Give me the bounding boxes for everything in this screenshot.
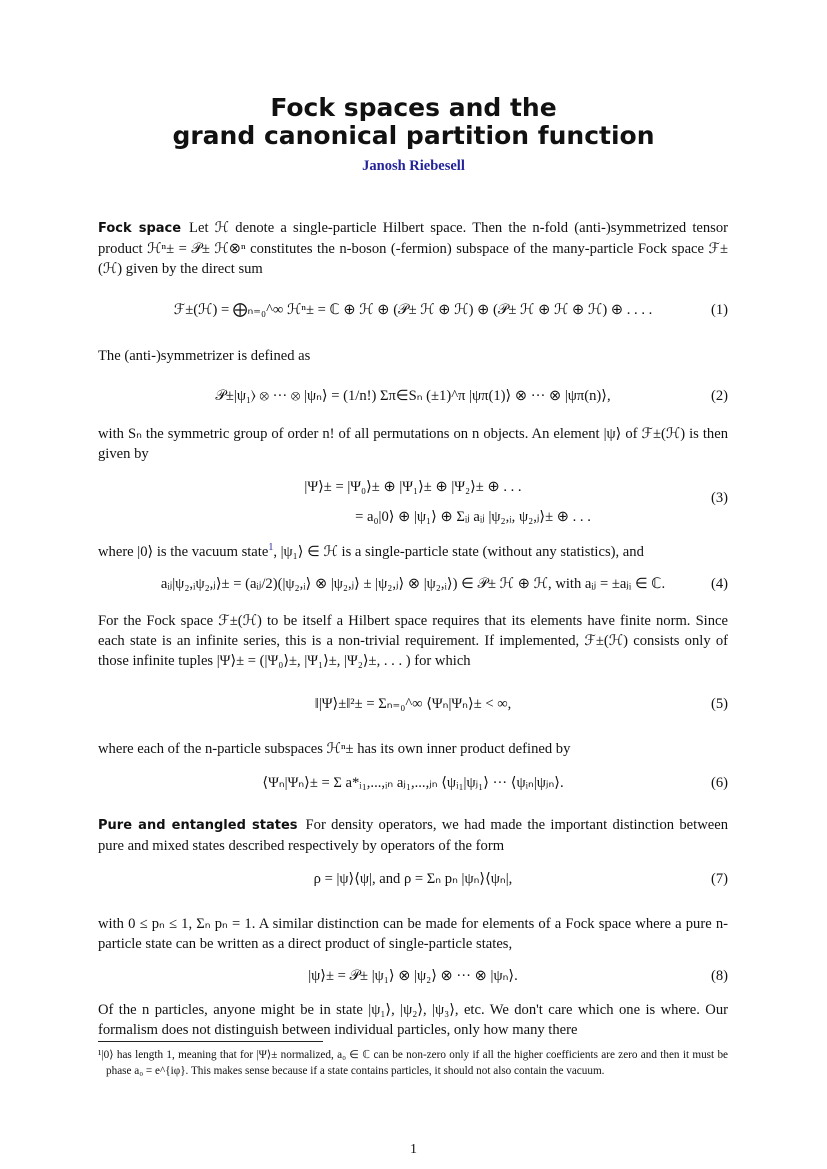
pure-states-paragraph-2: with 0 ≤ pₙ ≤ 1, Σₙ pₙ = 1. A similar distinction can be made for elements of a Fock space where a pure n-particle state can be written as a direct product of single-particle states,	[98, 916, 728, 952]
equation-6-body: ⟨Ψₙ|Ψₙ⟩± = Σ a*ᵢ₁,...,ᵢₙ aⱼ₁,...,ⱼₙ ⟨ψᵢ₁|ψⱼ₁⟩ ··· ⟨ψᵢₙ|ψⱼₙ⟩.	[262, 775, 564, 791]
section-heading-pure-states: Pure and entangled states	[98, 818, 298, 833]
author-name[interactable]: Janosh Riebesell	[362, 158, 465, 174]
fock-space-text-1: Let ℋ denote a single-particle Hilbert space. Then the n-fold (anti-)symmetrized tensor product ℋⁿ± = 𝒫± ℋ⊗ⁿ constitutes the n-boson (-fermion) subspace of the many-particle Fock space ℱ±(ℋ) given by the direct sum	[98, 220, 728, 277]
equation-2-number: (2)	[710, 388, 728, 404]
fock-space-paragraph-1	[98, 218, 728, 279]
equation-1-body: ℱ±(ℋ) = ⨁ₙ₌₀^∞ ℋⁿ± = ℂ ⊕ ℋ ⊕ (𝒫± ℋ ⊕ ℋ) ⊕ (𝒫± ℋ ⊕ ℋ ⊕ ℋ) ⊕ . . . .	[173, 302, 653, 318]
equation-8-number: (8)	[710, 968, 728, 984]
equation-5-number: (5)	[710, 696, 728, 712]
equation-1-number: (1)	[710, 302, 728, 318]
fock-space-text-4a: where |0⟩ is the vacuum state	[98, 543, 269, 560]
footnote-1: ¹|0⟩ has length 1, meaning that for |Ψ⟩± normalized, a₀ ∈ ℂ can be non-zero only if all the higher coefficients are zero and then it must be phase a₀ = e^{iφ}. This makes sense because if a state contains particles, it should not also contain the vacuum.	[98, 1049, 728, 1077]
fock-space-paragraph-3: with Sₙ the symmetric group of order n! of all permutations on n objects. An element |ψ⟩ of ℱ±(ℋ) is then given by	[98, 426, 728, 462]
equation-7-number: (7)	[710, 871, 728, 887]
equation-7-body: ρ = |ψ⟩⟨ψ|, and ρ = Σₙ pₙ |ψₙ⟩⟨ψₙ|,	[313, 871, 513, 887]
footnote-ref-link[interactable]: 1	[268, 542, 274, 553]
equation-3b-body: = a₀|0⟩ ⊕ |ψ₁⟩ ⊕ Σᵢⱼ aᵢⱼ |ψ₂,ᵢ, ψ₂,ⱼ⟩± ⊕ . . .	[355, 509, 591, 525]
equation-5-body: ‖|Ψ⟩±‖²± = Σₙ₌₀^∞ ⟨Ψₙ|Ψₙ⟩± < ∞,	[314, 696, 512, 712]
fock-space-paragraph-4	[98, 538, 728, 562]
equation-3-number: (3)	[710, 490, 728, 506]
equation-4-body: aᵢⱼ|ψ₂,ᵢψ₂,ⱼ⟩± = (aᵢⱼ/2)(|ψ₂,ᵢ⟩ ⊗ |ψ₂,ⱼ⟩ ± |ψ₂,ⱼ⟩ ⊗ |ψ₂,ᵢ⟩) ∈ 𝒫± ℋ ⊕ ℋ, with aᵢⱼ = ±aⱼᵢ ∈ ℂ.	[160, 576, 666, 592]
title-line-2: grand canonical partition function	[172, 121, 655, 150]
equation-8-body: |ψ⟩± = 𝒫± |ψ₁⟩ ⊗ |ψ₂⟩ ⊗ ··· ⊗ |ψₙ⟩.	[308, 968, 518, 984]
fock-space-text-4b: , |ψ₁⟩ ∈ ℋ is a single-particle state (without any statistics), and	[273, 543, 644, 560]
fock-space-paragraph-5: For the Fock space ℱ±(ℋ) to be itself a Hilbert space requires that its elements have finite norm. Since each state is an infinite series, this is a non-trivial requirement. If implemented, ℱ±(ℋ) consists only of those infinite tuples |Ψ⟩± = (|Ψ₀⟩±, |Ψ₁⟩±, |Ψ₂⟩±, . . . ) for which	[98, 613, 728, 669]
section-heading-fock-space: Fock space	[98, 221, 182, 236]
equation-6-number: (6)	[710, 775, 728, 791]
fock-space-paragraph-2: The (anti-)symmetrizer is defined as	[98, 348, 311, 364]
pure-states-paragraph-1	[98, 815, 728, 856]
pure-states-text-1: For density operators, we had made the important distinction between pure and mixed states described respectively by operators of the form	[98, 817, 728, 854]
pure-states-paragraph-3: Of the n particles, anyone might be in state |ψ₁⟩, |ψ₂⟩, |ψ₃⟩, etc. We don't care which one is where. Our formalism does not distinguish between individual particles, only how many there	[98, 1002, 728, 1038]
equation-4-number: (4)	[710, 576, 728, 592]
equation-2-body: 𝒫±|ψ₁⟩ ⊗ ··· ⊗ |ψₙ⟩ = (1/n!) Σπ∈Sₙ (±1)^π |ψπ(1)⟩ ⊗ ··· ⊗ |ψπ(n)⟩,	[215, 388, 611, 404]
equation-3a-body: |Ψ⟩± = |Ψ₀⟩± ⊕ |Ψ₁⟩± ⊕ |Ψ₂⟩± ⊕ . . .	[304, 479, 522, 495]
page-number: 1	[410, 1142, 417, 1157]
footnote-rule	[98, 1041, 323, 1042]
fock-space-paragraph-6: where each of the n-particle subspaces ℋⁿ± has its own inner product defined by	[98, 741, 571, 757]
title-line-1: Fock spaces and the	[270, 93, 557, 122]
